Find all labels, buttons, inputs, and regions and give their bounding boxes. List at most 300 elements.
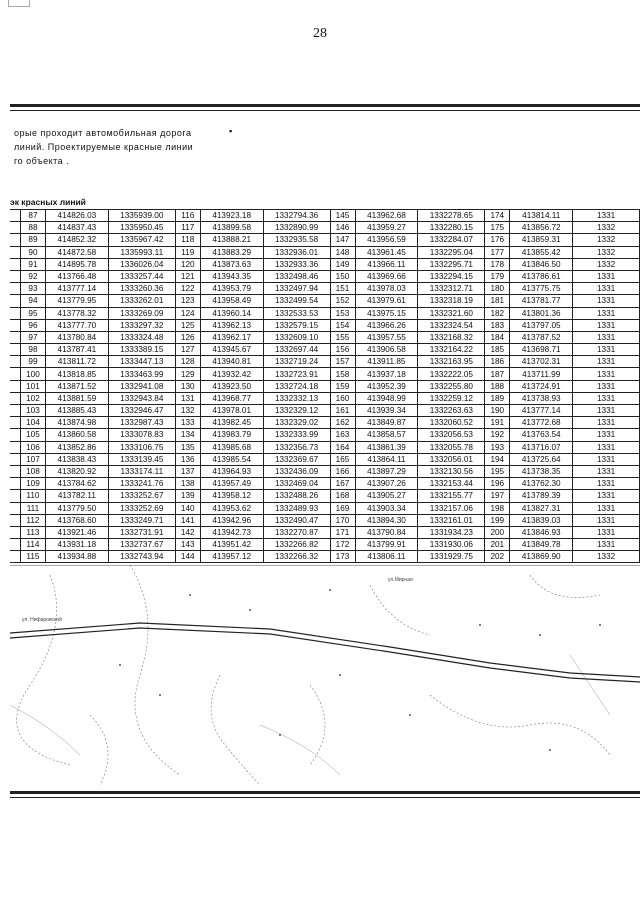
point-number-cell: 146 [330,222,355,234]
y-coordinate-cell: 1332488.26 [263,490,330,502]
y-coordinate-cell: 1331 [573,441,640,453]
point-number-cell: 156 [330,344,355,356]
point-number-cell: 141 [175,514,200,526]
point-number-cell: 122 [175,283,200,295]
y-coordinate-cell: 1332946.47 [108,405,175,417]
point-number-cell: 102 [20,392,45,404]
x-coordinate-cell: 413873.63 [200,258,263,270]
x-coordinate-cell: 413786.61 [510,270,573,282]
map-drawing [10,565,640,790]
point-number-cell: 109 [20,478,45,490]
x-coordinate-cell: 413856.72 [510,222,573,234]
point-number-cell: 183 [485,319,510,331]
table-cell-lead [10,392,20,404]
point-number-cell: 179 [485,270,510,282]
x-coordinate-cell: 414852.32 [45,234,108,246]
x-coordinate-cell: 413985.68 [200,441,263,453]
y-coordinate-cell: 1332498.46 [263,270,330,282]
table-cell-lead [10,368,20,380]
x-coordinate-cell: 413966.26 [355,319,418,331]
y-coordinate-cell: 1332499.54 [263,295,330,307]
x-coordinate-cell: 413979.61 [355,295,418,307]
table-row [10,380,640,392]
bullet-dot: ▪ [229,126,233,136]
y-coordinate-cell: 1331 [573,307,640,319]
table-cell-lead [10,210,20,222]
point-number-cell: 170 [330,514,355,526]
point-number-cell: 166 [330,465,355,477]
paragraph-line: линий. Проектируемые красные линии [14,142,194,152]
y-coordinate-cell: 1332222.05 [418,368,485,380]
y-coordinate-cell: 1333252.69 [108,502,175,514]
y-coordinate-cell: 1331 [573,368,640,380]
table-cell-lead [10,417,20,429]
y-coordinate-cell: 1332164.22 [418,344,485,356]
point-number-cell: 193 [485,441,510,453]
x-coordinate-cell: 413894.30 [355,514,418,526]
point-number-cell: 151 [330,283,355,295]
point-number-cell: 118 [175,234,200,246]
table-row [10,429,640,441]
x-coordinate-cell: 413885.43 [45,405,108,417]
point-number-cell: 114 [20,539,45,551]
x-coordinate-cell: 413738.93 [510,392,573,404]
point-number-cell: 195 [485,465,510,477]
point-number-cell: 104 [20,417,45,429]
x-coordinate-cell: 413957.55 [355,331,418,343]
y-coordinate-cell: 1332579.15 [263,319,330,331]
table-row [10,490,640,502]
y-coordinate-cell: 1332890.99 [263,222,330,234]
table-row [10,234,640,246]
x-coordinate-cell: 413782.11 [45,490,108,502]
point-number-cell: 182 [485,307,510,319]
x-coordinate-cell: 413864.11 [355,453,418,465]
point-number-cell: 117 [175,222,200,234]
point-number-cell: 93 [20,283,45,295]
y-coordinate-cell: 1332 [573,246,640,258]
point-number-cell: 198 [485,502,510,514]
table-row [10,539,640,551]
x-coordinate-cell: 413983.79 [200,429,263,441]
table-row [10,514,640,526]
table-cell-lead [10,234,20,246]
table-cell-lead [10,514,20,526]
header-rule-thin [10,110,640,111]
y-coordinate-cell: 1333252.67 [108,490,175,502]
y-coordinate-cell: 1333389.15 [108,344,175,356]
x-coordinate-cell: 413849.78 [510,539,573,551]
x-coordinate-cell: 413962.13 [200,319,263,331]
y-coordinate-cell: 1332329.02 [263,417,330,429]
table-row [10,356,640,368]
x-coordinate-cell: 413956.59 [355,234,418,246]
y-coordinate-cell: 1331 [573,465,640,477]
y-coordinate-cell: 1333463.99 [108,368,175,380]
x-coordinate-cell: 413945.67 [200,344,263,356]
point-number-cell: 106 [20,441,45,453]
x-coordinate-cell: 413948.99 [355,392,418,404]
y-coordinate-cell: 1331 [573,270,640,282]
y-coordinate-cell: 1331 [573,356,640,368]
point-number-cell: 174 [485,210,510,222]
x-coordinate-cell: 413768.60 [45,514,108,526]
x-coordinate-cell: 413985.54 [200,453,263,465]
y-coordinate-cell: 1332943.84 [108,392,175,404]
table-row [10,502,640,514]
x-coordinate-cell: 413778.32 [45,307,108,319]
y-coordinate-cell: 1332168.32 [418,331,485,343]
y-coordinate-cell: 1332318.19 [418,295,485,307]
y-coordinate-cell: 1332329.12 [263,405,330,417]
y-coordinate-cell: 1332497.94 [263,283,330,295]
y-coordinate-cell: 1332719.24 [263,356,330,368]
header-rule [10,104,640,107]
point-number-cell: 130 [175,380,200,392]
x-coordinate-cell: 413738.35 [510,465,573,477]
x-coordinate-cell: 413814.11 [510,210,573,222]
point-number-cell: 97 [20,331,45,343]
y-coordinate-cell: 1332284.07 [418,234,485,246]
table-cell-lead [10,453,20,465]
y-coordinate-cell: 1333106.75 [108,441,175,453]
y-coordinate-cell: 1331 [573,210,640,222]
point-number-cell: 115 [20,551,45,563]
table-cell-lead [10,319,20,331]
x-coordinate-cell: 413939.34 [355,405,418,417]
coordinates-table-wrapper [10,209,640,563]
x-coordinate-cell: 413903.34 [355,502,418,514]
point-number-cell: 133 [175,417,200,429]
x-coordinate-cell: 413961.45 [355,246,418,258]
point-number-cell: 192 [485,429,510,441]
table-row [10,258,640,270]
y-coordinate-cell: 1332 [573,258,640,270]
y-coordinate-cell: 1332259.12 [418,392,485,404]
point-number-cell: 199 [485,514,510,526]
table-cell-lead [10,331,20,343]
x-coordinate-cell: 413978.01 [200,405,263,417]
table-row [10,441,640,453]
scan-stamp-mark [8,0,30,7]
y-coordinate-cell: 1332935.58 [263,234,330,246]
y-coordinate-cell: 1331 [573,514,640,526]
point-number-cell: 96 [20,319,45,331]
point-number-cell: 100 [20,368,45,380]
x-coordinate-cell: 413934.88 [45,551,108,563]
x-coordinate-cell: 413921.46 [45,526,108,538]
x-coordinate-cell: 413932.42 [200,368,263,380]
map-street-label: ул.Мирная [388,577,413,583]
point-number-cell: 176 [485,234,510,246]
x-coordinate-cell: 413725.64 [510,453,573,465]
table-row [10,368,640,380]
point-number-cell: 152 [330,295,355,307]
x-coordinate-cell: 413797.05 [510,319,573,331]
point-number-cell: 98 [20,344,45,356]
x-coordinate-cell: 413888.21 [200,234,263,246]
x-coordinate-cell: 413859.31 [510,234,573,246]
point-number-cell: 120 [175,258,200,270]
table-row [10,453,640,465]
point-number-cell: 181 [485,295,510,307]
point-number-cell: 139 [175,490,200,502]
point-number-cell: 197 [485,490,510,502]
point-number-cell: 128 [175,356,200,368]
point-number-cell: 136 [175,453,200,465]
x-coordinate-cell: 413775.75 [510,283,573,295]
y-coordinate-cell: 1331934.23 [418,526,485,538]
y-coordinate-cell: 1331 [573,526,640,538]
y-coordinate-cell: 1332533.53 [263,307,330,319]
x-coordinate-cell: 413852.86 [45,441,108,453]
x-coordinate-cell: 413942.73 [200,526,263,538]
y-coordinate-cell: 1332489.93 [263,502,330,514]
point-number-cell: 158 [330,368,355,380]
text-paragraph [14,126,193,168]
point-number-cell: 101 [20,380,45,392]
x-coordinate-cell: 413716.07 [510,441,573,453]
table-cell-lead [10,551,20,563]
table-cell-lead [10,307,20,319]
x-coordinate-cell: 414872.58 [45,246,108,258]
y-coordinate-cell: 1333241.76 [108,478,175,490]
y-coordinate-cell: 1332266.32 [263,551,330,563]
x-coordinate-cell: 413957.49 [200,478,263,490]
y-coordinate-cell: 1335950.45 [108,222,175,234]
point-number-cell: 172 [330,539,355,551]
table-row [10,478,640,490]
point-number-cell: 90 [20,246,45,258]
y-coordinate-cell: 1332324.54 [418,319,485,331]
x-coordinate-cell: 413940.81 [200,356,263,368]
x-coordinate-cell: 413958.49 [200,295,263,307]
x-coordinate-cell: 413846.93 [510,526,573,538]
x-coordinate-cell: 413711.99 [510,368,573,380]
y-coordinate-cell: 1331 [573,319,640,331]
point-number-cell: 148 [330,246,355,258]
point-number-cell: 188 [485,380,510,392]
x-coordinate-cell: 413861.39 [355,441,418,453]
x-coordinate-cell: 413953.79 [200,283,263,295]
y-coordinate-cell: 1331 [573,283,640,295]
point-number-cell: 126 [175,331,200,343]
y-coordinate-cell: 1332056.01 [418,453,485,465]
point-number-cell: 134 [175,429,200,441]
paragraph-line: го объекта . [14,156,70,166]
point-number-cell: 190 [485,405,510,417]
point-number-cell: 140 [175,502,200,514]
y-coordinate-cell: 1335993.11 [108,246,175,258]
y-coordinate-cell: 1332295.04 [418,246,485,258]
x-coordinate-cell: 413953.62 [200,502,263,514]
x-coordinate-cell: 413784.62 [45,478,108,490]
point-number-cell: 124 [175,307,200,319]
point-number-cell: 135 [175,441,200,453]
x-coordinate-cell: 413964.93 [200,465,263,477]
point-number-cell: 159 [330,380,355,392]
x-coordinate-cell: 413698.71 [510,344,573,356]
x-coordinate-cell: 413777.14 [510,405,573,417]
point-number-cell: 173 [330,551,355,563]
point-number-cell: 147 [330,234,355,246]
y-coordinate-cell: 1331 [573,344,640,356]
point-number-cell: 162 [330,417,355,429]
point-number-cell: 142 [175,526,200,538]
x-coordinate-cell: 413790.84 [355,526,418,538]
y-coordinate-cell: 1332333.99 [263,429,330,441]
y-coordinate-cell: 1332321.60 [418,307,485,319]
table-cell-lead [10,441,20,453]
point-number-cell: 191 [485,417,510,429]
point-number-cell: 201 [485,539,510,551]
x-coordinate-cell: 413881.59 [45,392,108,404]
y-coordinate-cell: 1332723.91 [263,368,330,380]
table-row [10,526,640,538]
y-coordinate-cell: 1332356.73 [263,441,330,453]
point-number-cell: 168 [330,490,355,502]
x-coordinate-cell: 413962.17 [200,331,263,343]
y-coordinate-cell: 1332163.95 [418,356,485,368]
y-coordinate-cell: 1332263.63 [418,405,485,417]
y-coordinate-cell: 1331 [573,295,640,307]
y-coordinate-cell: 1332794.36 [263,210,330,222]
point-number-cell: 157 [330,356,355,368]
point-number-cell: 202 [485,551,510,563]
footer-rule [10,791,640,794]
x-coordinate-cell: 413958.12 [200,490,263,502]
x-coordinate-cell: 413702.31 [510,356,573,368]
table-cell-lead [10,258,20,270]
point-number-cell: 105 [20,429,45,441]
point-number-cell: 165 [330,453,355,465]
table-title: эк красных линий [10,197,86,207]
table-row [10,246,640,258]
point-number-cell: 113 [20,526,45,538]
x-coordinate-cell: 413968.77 [200,392,263,404]
x-coordinate-cell: 413762.30 [510,478,573,490]
point-number-cell: 138 [175,478,200,490]
y-coordinate-cell: 1332055.78 [418,441,485,453]
point-number-cell: 196 [485,478,510,490]
point-number-cell: 89 [20,234,45,246]
y-coordinate-cell: 1332270.87 [263,526,330,538]
x-coordinate-cell: 413777.70 [45,319,108,331]
table-row [10,392,640,404]
x-coordinate-cell: 413849.87 [355,417,418,429]
y-coordinate-cell: 1333078.83 [108,429,175,441]
x-coordinate-cell: 413978.03 [355,283,418,295]
x-coordinate-cell: 413960.14 [200,307,263,319]
x-coordinate-cell: 413846.50 [510,258,573,270]
y-coordinate-cell: 1331930.06 [418,539,485,551]
x-coordinate-cell: 413827.31 [510,502,573,514]
x-coordinate-cell: 413883.29 [200,246,263,258]
y-coordinate-cell: 1332936.01 [263,246,330,258]
y-coordinate-cell: 1336026.04 [108,258,175,270]
x-coordinate-cell: 413799.91 [355,539,418,551]
x-coordinate-cell: 413780.84 [45,331,108,343]
coordinates-table [10,209,640,563]
y-coordinate-cell: 1331 [573,453,640,465]
table-row [10,222,640,234]
y-coordinate-cell: 1332369.67 [263,453,330,465]
x-coordinate-cell: 413724.91 [510,380,573,392]
table-row [10,551,640,563]
x-coordinate-cell: 413975.15 [355,307,418,319]
point-number-cell: 127 [175,344,200,356]
point-number-cell: 95 [20,307,45,319]
table-cell-lead [10,246,20,258]
y-coordinate-cell: 1331 [573,331,640,343]
point-number-cell: 164 [330,441,355,453]
y-coordinate-cell: 1333262.01 [108,295,175,307]
point-number-cell: 99 [20,356,45,368]
map-street-label: ул. Нифаровской [22,617,62,623]
point-number-cell: 125 [175,319,200,331]
point-number-cell: 145 [330,210,355,222]
x-coordinate-cell: 413869.90 [510,551,573,563]
x-coordinate-cell: 413957.12 [200,551,263,563]
x-coordinate-cell: 413789.39 [510,490,573,502]
y-coordinate-cell: 1331 [573,429,640,441]
x-coordinate-cell: 413899.58 [200,222,263,234]
y-coordinate-cell: 1332294.15 [418,270,485,282]
y-coordinate-cell: 1332157.06 [418,502,485,514]
x-coordinate-cell: 413766.48 [45,270,108,282]
point-number-cell: 143 [175,539,200,551]
table-row [10,319,640,331]
point-number-cell: 149 [330,258,355,270]
y-coordinate-cell: 1332255.80 [418,380,485,392]
point-number-cell: 186 [485,356,510,368]
x-coordinate-cell: 413923.50 [200,380,263,392]
y-coordinate-cell: 1331 [573,539,640,551]
footer-rule-thin [10,797,640,798]
point-number-cell: 144 [175,551,200,563]
y-coordinate-cell: 1333324.48 [108,331,175,343]
table-row [10,295,640,307]
table-cell-lead [10,478,20,490]
point-number-cell: 161 [330,405,355,417]
point-number-cell: 92 [20,270,45,282]
point-number-cell: 154 [330,319,355,331]
x-coordinate-cell: 413777.14 [45,283,108,295]
x-coordinate-cell: 413839.03 [510,514,573,526]
table-cell-lead [10,429,20,441]
y-coordinate-cell: 1332060.52 [418,417,485,429]
point-number-cell: 88 [20,222,45,234]
point-number-cell: 107 [20,453,45,465]
x-coordinate-cell: 413787.52 [510,331,573,343]
map-fragment [10,565,640,790]
table-cell-lead [10,502,20,514]
table-row [10,210,640,222]
table-cell-lead [10,295,20,307]
point-number-cell: 131 [175,392,200,404]
x-coordinate-cell: 413818.85 [45,368,108,380]
x-coordinate-cell: 413937.18 [355,368,418,380]
point-number-cell: 91 [20,258,45,270]
y-coordinate-cell: 1332155.77 [418,490,485,502]
y-coordinate-cell: 1331 [573,392,640,404]
x-coordinate-cell: 413969.66 [355,270,418,282]
point-number-cell: 137 [175,465,200,477]
table-cell-lead [10,380,20,392]
point-number-cell: 163 [330,429,355,441]
y-coordinate-cell: 1332737.67 [108,539,175,551]
x-coordinate-cell: 413897.29 [355,465,418,477]
